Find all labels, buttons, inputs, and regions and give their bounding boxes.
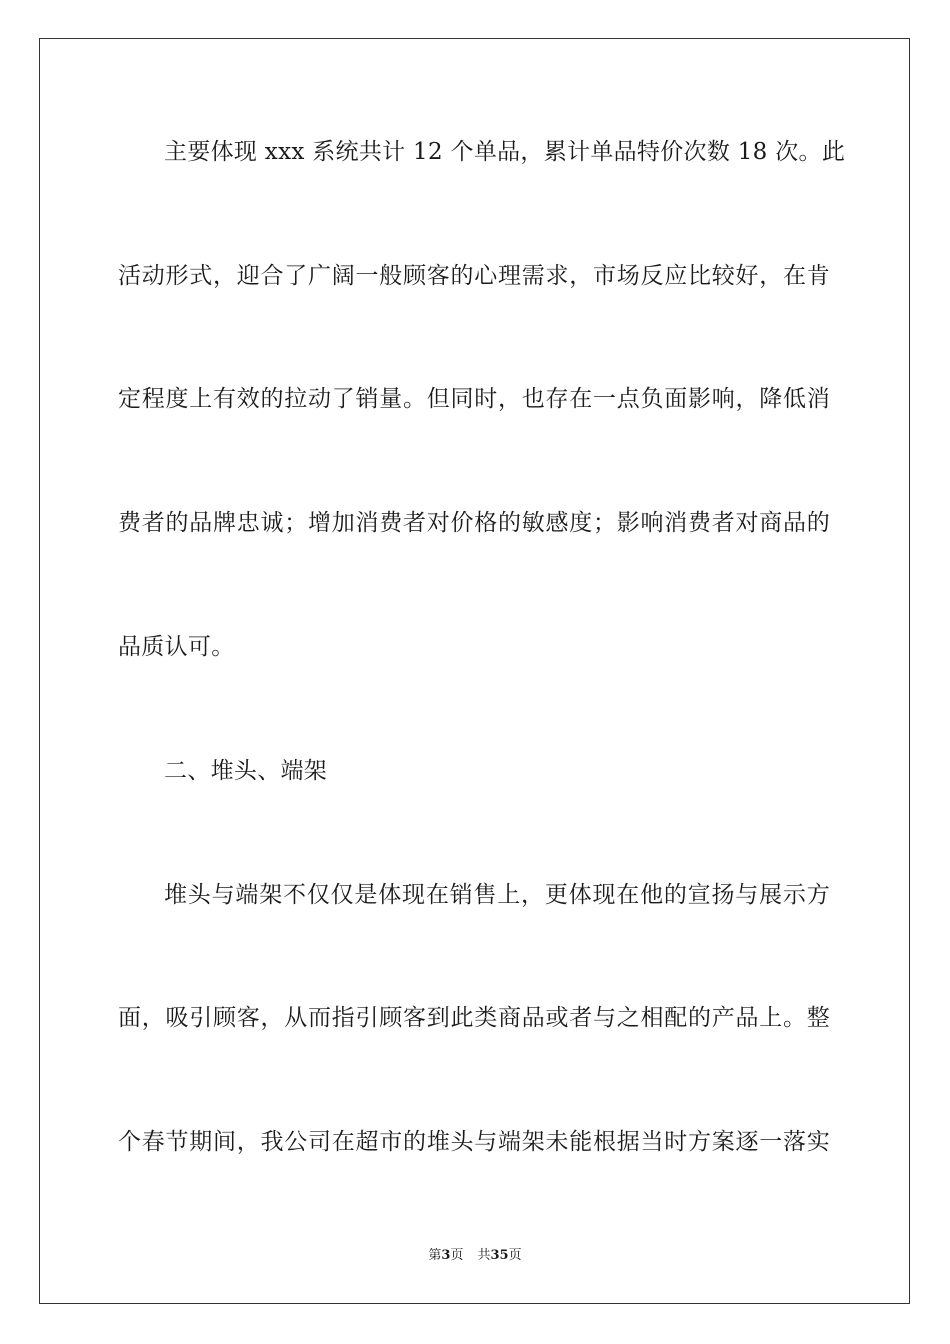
section-heading: 二、堆头、端架 [164, 758, 328, 784]
page-border [39, 38, 910, 1304]
total-prefix: 共 [477, 1248, 491, 1263]
paragraph-line-7: 面，吸引顾客，从而指引顾客到此类商品或者与之相配的产品上。整 [118, 1005, 830, 1031]
paragraph-line-2: 活动形式，迎合了广阔一般顾客的心理需求，市场反应比较好，在肯 [118, 263, 830, 289]
paragraph-line-4: 费者的品牌忠诚；增加消费者对价格的敏感度；影响消费者对商品的 [118, 510, 830, 536]
paragraph-line-3: 定程度上有效的拉动了销量。但同时，也存在一点负面影响，降低消 [118, 386, 830, 412]
paragraph-line-1: 主要体现 xxx 系统共计 12 个单品，累计单品特价次数 18 次。此 [164, 139, 846, 165]
paragraph-line-6: 堆头与端架不仅仅是体现在销售上，更体现在他的宣扬与展示方 [164, 882, 830, 908]
page-suffix: 页 [450, 1248, 464, 1263]
page-footer [0, 1247, 950, 1265]
total-suffix: 页 [508, 1248, 522, 1263]
current-page-number: 3 [441, 1248, 451, 1263]
paragraph-line-8: 个春节期间，我公司在超市的堆头与端架未能根据当时方案逐一落实 [118, 1129, 830, 1155]
paragraph-line-5: 品质认可。 [118, 634, 235, 660]
total-page-number: 35 [490, 1248, 509, 1263]
page-prefix: 第 [428, 1248, 442, 1263]
